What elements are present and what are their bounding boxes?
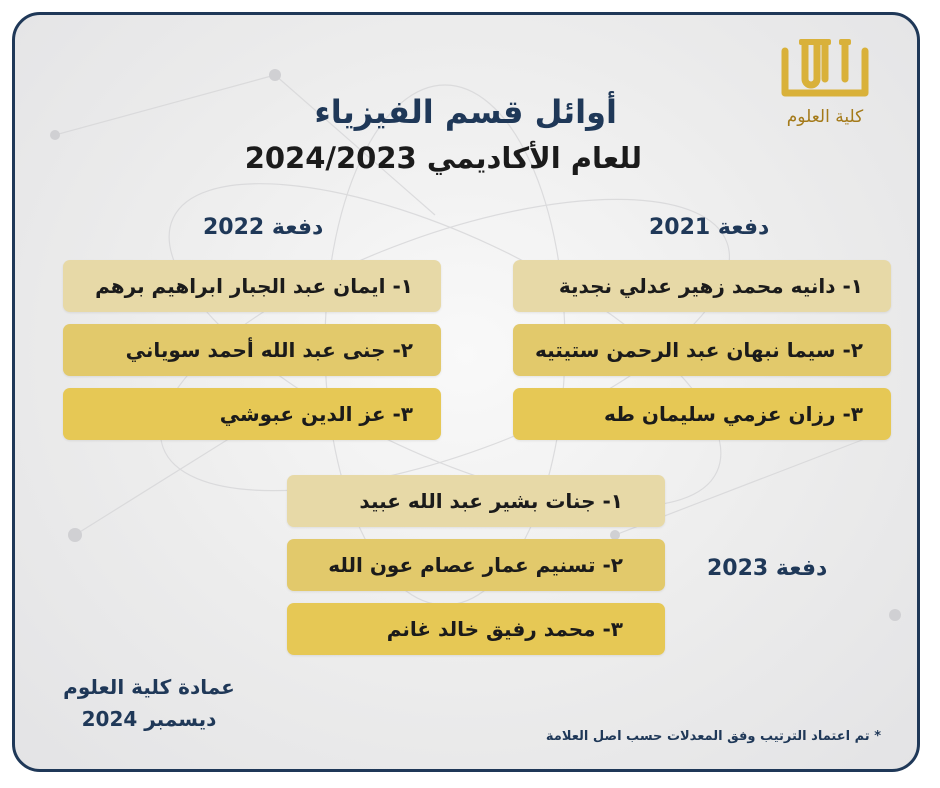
batch-2022-student-2: ٢- جنى عبد الله أحمد سوياني (63, 324, 441, 376)
batch-2022-student-3: ٣- عز الدين عبوشي (63, 388, 441, 440)
batch-2023-student-1: ١- جنات بشير عبد الله عبيد (287, 475, 665, 527)
batch-2022-student-1: ١- ايمان عبد الجبار ابراهيم برهم (63, 260, 441, 312)
issue-date: ديسمبر 2024 (81, 707, 217, 731)
batch-2023-label: دفعة 2023 (707, 556, 828, 581)
poster-frame (12, 12, 920, 772)
batch-2022-label: دفعة 2022 (203, 215, 324, 240)
batch-2023-student-3: ٣- محمد رفيق خالد غانم (287, 603, 665, 655)
batch-2023-student-2: ٢- تسنيم عمار عصام عون الله (287, 539, 665, 591)
deanship-name: عمادة كلية العلوم (63, 675, 235, 699)
ranking-note: * تم اعتماد الترتيب وفق المعدلات حسب اصل العلامة (545, 729, 881, 744)
logo-text: كلية العلوم (786, 107, 864, 127)
batch-2021-student-1: ١- دانيه محمد زهير عدلي نجدية (513, 260, 891, 312)
page-title: أوائل قسم الفيزياء (314, 93, 617, 131)
page-subtitle: للعام الأكاديمي 2024/2023 (244, 141, 642, 175)
batch-2021-student-2: ٢- سيما نبهان عبد الرحمن ستيتيه (513, 324, 891, 376)
batch-2021-student-3: ٣- رزان عزمي سليمان طه (513, 388, 891, 440)
batch-2021-label: دفعة 2021 (649, 215, 770, 240)
